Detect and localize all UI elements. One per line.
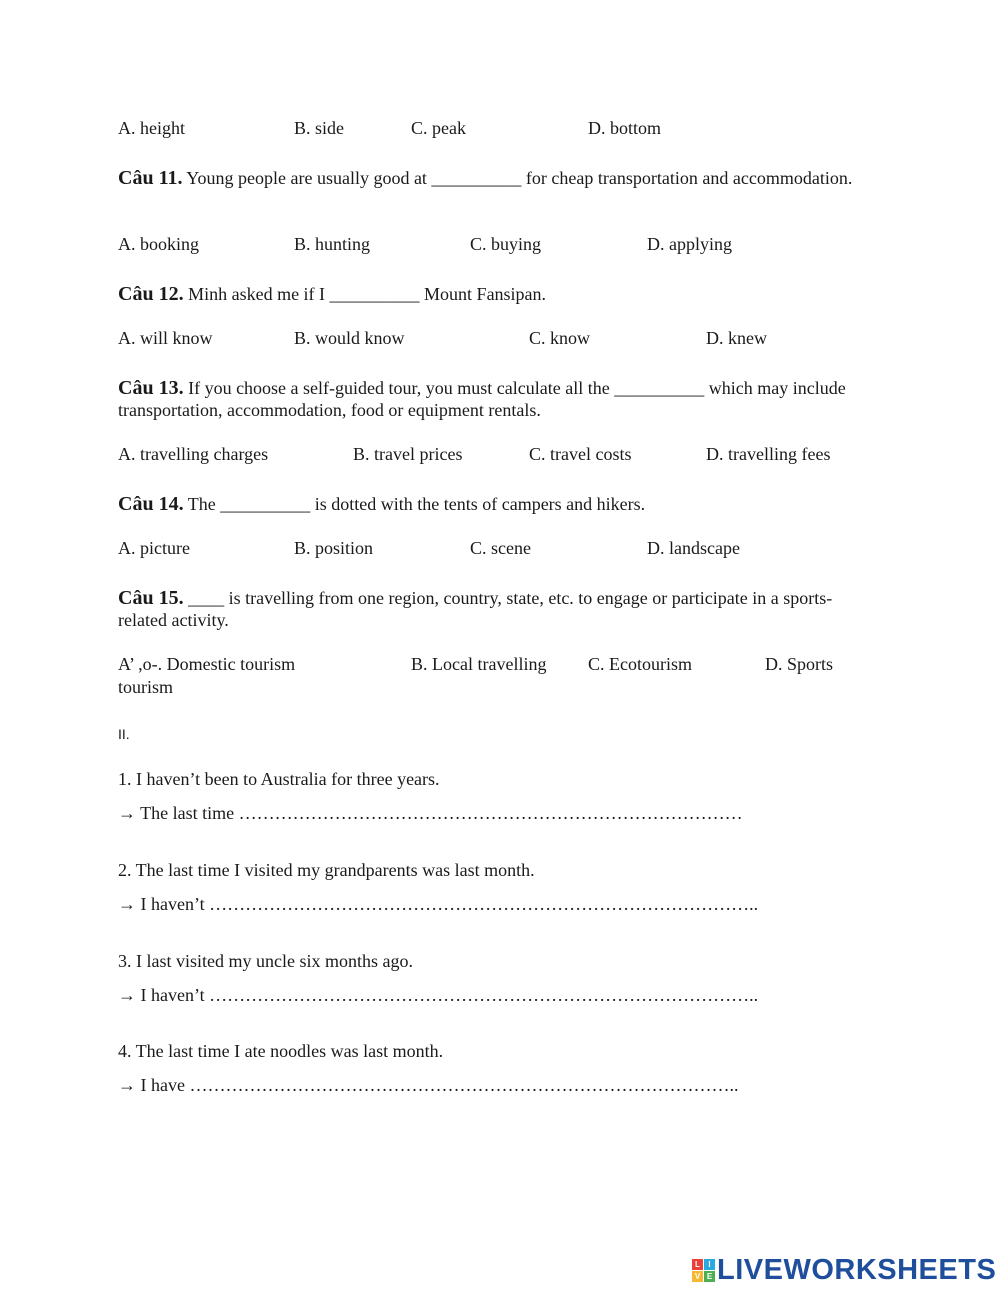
logo-text: LIVEWORKSHEETS	[717, 1253, 997, 1286]
q12-number: Câu 12.	[118, 283, 184, 305]
q13-text: If you choose a self-guided tour, you must calculate all the __________ which may include transportation, accommodation, food or equipment rentals.	[118, 378, 846, 420]
q11-option-b: B. hunting	[294, 234, 371, 254]
q11-stem	[118, 167, 863, 189]
exercise-2-answer-line[interactable]: → I haven’t ………………………………………………………………………………..	[118, 894, 759, 914]
logo-blocks-icon	[692, 1259, 715, 1282]
q14-option-a: A. picture	[118, 538, 190, 558]
liveworksheets-logo	[692, 1253, 996, 1287]
q15-option-a: A’ ,o-. Domestic tourism	[118, 654, 296, 674]
exercise-3-answer-line[interactable]: → I haven’t ………………………………………………………………………………..	[118, 985, 759, 1005]
q13-stem	[118, 377, 863, 421]
q12-text: Minh asked me if I __________ Mount Fansipan.	[183, 284, 547, 304]
q12-option-c: C. know	[529, 328, 591, 348]
q10-option-d: D. bottom	[588, 118, 662, 138]
q13-number: Câu 13.	[118, 377, 184, 399]
q13-option-b: B. travel prices	[353, 444, 463, 464]
q12-option-d: D. knew	[706, 328, 767, 348]
q14-option-d: D. landscape	[647, 538, 740, 558]
q11-option-c: C. buying	[470, 234, 542, 254]
q15-number: Câu 15.	[118, 587, 184, 609]
q15-option-b: B. Local travelling	[411, 654, 547, 674]
q14-stem	[118, 493, 863, 515]
q15-stem	[118, 587, 863, 631]
logo-block-i: I	[704, 1259, 715, 1270]
exercise-1-answer-line[interactable]: → The last time …………………………………………………………………………	[118, 803, 743, 823]
q11-number: Câu 11.	[118, 167, 183, 189]
exercise-4-prompt: 4. The last time I ate noodles was last month.	[118, 1041, 444, 1061]
q11-option-a: A. booking	[118, 234, 199, 254]
q12-stem	[118, 283, 863, 305]
q11-option-d: D. applying	[647, 234, 732, 254]
q12-option-a: A. will know	[118, 328, 213, 348]
exercise-3-prompt: 3. I last visited my uncle six months ago.	[118, 951, 413, 971]
q14-number: Câu 14.	[118, 493, 184, 515]
q10-option-b: B. side	[294, 118, 345, 138]
q10-option-c: C. peak	[411, 118, 466, 138]
logo-block-e: E	[704, 1271, 715, 1282]
q10-option-a: A. height	[118, 118, 185, 138]
q14-option-b: B. position	[294, 538, 374, 558]
q13-option-a: A. travelling charges	[118, 444, 269, 464]
q13-option-d: D. travelling fees	[706, 444, 831, 464]
q15-option-d: D. Sports	[765, 654, 834, 674]
q15-option-d-continued: tourism	[118, 677, 174, 697]
logo-block-v: V	[692, 1271, 703, 1282]
q14-option-c: C. scene	[470, 538, 531, 558]
q15-text: ____ is travelling from one region, country, state, etc. to engage or participate in a sports-related activity.	[118, 588, 833, 630]
exercise-2-prompt: 2. The last time I visited my grandparents was last month.	[118, 860, 535, 880]
q13-option-c: C. travel costs	[529, 444, 632, 464]
q12-option-b: B. would know	[294, 328, 405, 348]
exercise-4-answer-line[interactable]: → I have ………………………………………………………………………………..	[118, 1075, 739, 1095]
q15-option-c: C. Ecotourism	[588, 654, 692, 674]
q11-text: Young people are usually good at __________ for cheap transportation and accommodation.	[182, 168, 853, 188]
section-2-heading: II.	[118, 726, 130, 742]
exercise-1-prompt: 1. I haven’t been to Australia for three years.	[118, 769, 440, 789]
q14-text: The __________ is dotted with the tents of campers and hikers.	[183, 494, 646, 514]
logo-block-l: L	[692, 1259, 703, 1270]
